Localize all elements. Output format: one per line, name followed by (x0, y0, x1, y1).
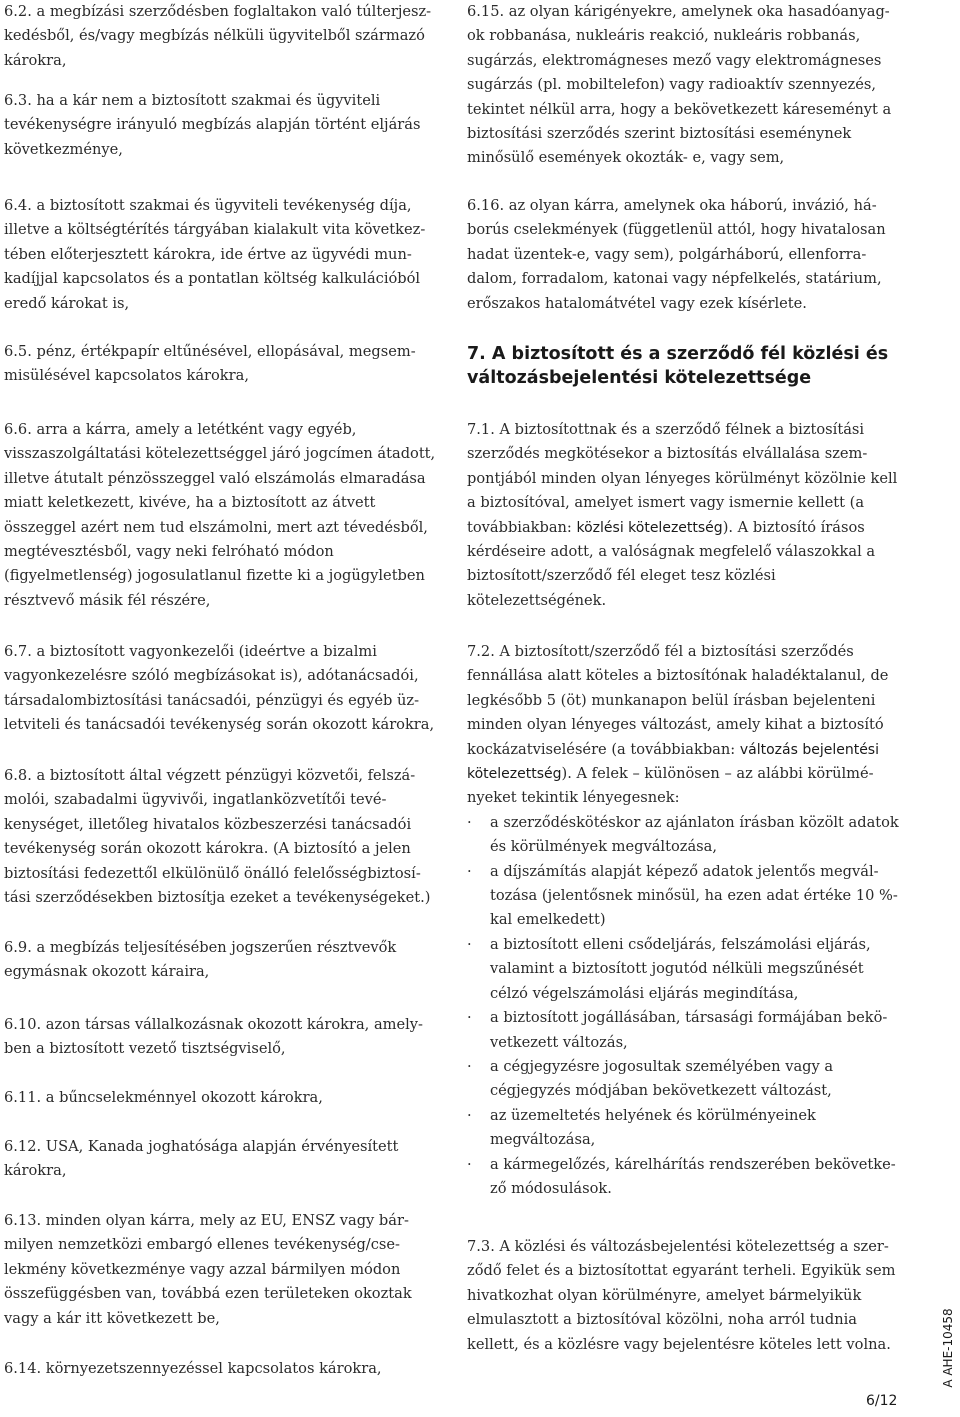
clause-7-1-text-a: 7.1. A biztosítottnak és a szerződő félnek a biztosítási szerződés megkötésekor a biztosítás elvállalása szempontjából minden olyan lényeges körülményt közölnie kell a biztosítóval, amelyet ismert vagy ismernie kellett (a továbbiakban: (467, 421, 898, 536)
list-item: · a kármegelőzés, kárelhárítás rendszerében bekövetkező módosulások. (467, 1153, 899, 1202)
clause-6-14: 6.14. környezetszennyezéssel kapcsolatos károkra, (4, 1360, 382, 1377)
clause-7-2-block (467, 640, 899, 1201)
clause-7-2-text-b: ). A felek – különösen – az alábbi körülményeket tekintik lényegesnek: (467, 765, 874, 807)
clause-7-2-text-a: 7.2. A biztosított/szerződő fél a biztosítási szerződés fennállása alatt köteles a biztosítónak haladéktalanul, de legkésőbb 5 (öt) munkanapon belül írásban bejelenteni minden olyan lényeges változást, amely kihat a biztosító kockázatviselésére (a továbbiakban: (467, 643, 889, 758)
clause-6-7: 6.7. a biztosított vagyonkezelői (ideértve a bizalmi vagyonkezelésre szóló megbízásokat is), adótanácsadói, társadalombiztosítási tanácsadói, pénzügyi és egyéb üzletviteli és tanácsadói tevékenység során okozott károkra, (4, 643, 435, 734)
list-item: · a szerződéskötéskor az ajánlaton írásban közölt adatok és körülmények megváltozása, (467, 811, 899, 860)
clause-6-6: 6.6. arra a kárra, amely a letétként vagy egyéb, visszaszolgáltatási kötelezettséggel járó jogcímen átadott, illetve átutalt pénzösszeggel való elszámolás elmaradása miatt keletkezett, kivéve, ha a biztosított az átvett összeggel azért nem tud elszámolni, mert azt tévedésből, megtévesztésből, vagy neki felróható módon (figyelmetlenség) jogosulatlanul fizette ki a jogügyletben résztvevő másik fél részére, (4, 421, 436, 609)
document-code: A AHE-10458 (941, 1308, 955, 1388)
list-item: · a biztosított elleni csődeljárás, felszámolási eljárás, valamint a biztosított jogutód nélküli megszűnését célzó végelszámolási eljárás megindítása, (467, 933, 899, 1006)
clause-6-15: 6.15. az olyan kárigényekre, amelynek oka hasadóanyagok robbanása, nukleáris reakció, nukleáris robbanás, sugárzás, elektromágneses mező vagy elektromágneses sugárzás (pl. mobiltelefon) vagy radioaktív szennyezés, tekintet nélkül arra, hogy a bekövetkezett káreseményt a biztosítási szerződés szerint biztosítási eseménynek minősülő események okozták- e, vagy sem, (467, 3, 892, 167)
clause-7-3: 7.3. A közlési és változásbejelentési kötelezettség a szerződő felet és a biztosítottat egyaránt terheli. Egyikük sem hivatkozhat olyan körülményre, amelyet bármelyikük elmulasztott a biztosítóval közölni, noha arról tudnia kellett, és a közlésre vagy bejelentésre köteles lett volna. (467, 1238, 896, 1353)
page-number: 6/12 (866, 1393, 898, 1409)
clause-6-9: 6.9. a megbízás teljesítésében jogszerűen résztvevők egymásnak okozott káraira, (4, 939, 397, 981)
clause-6-11: 6.11. a bűncselekménnyel okozott károkra, (4, 1089, 323, 1106)
list-item: · a cégjegyzésre jogosultak személyében vagy a cégjegyzés módjában bekövetkezett változást, (467, 1055, 899, 1104)
list-item: · az üzemeltetés helyének és körülményeinek megváltozása, (467, 1104, 899, 1153)
term-kozlesi-kotelezettseg: közlési kötelezettség (576, 519, 723, 536)
clause-6-13: 6.13. minden olyan kárra, mely az EU, ENSZ vagy bármilyen nemzetközi embargó ellenes tevékenység/cselekmény következménye vagy azzal bármilyen módon összefüggésben van, továbbá ezen területeken okoztak vagy a kár itt következett be, (4, 1212, 412, 1327)
clause-6-8: 6.8. a biztosított által végzett pénzügyi közvetői, felszámolói, szabadalmi ügyvivői, ingatlanközvetítői tevékenységet, illetőleg hivatalos közbeszerzési tanácsadói tevékenység során okozott károkra. (A biztosító a jelen biztosítási fedezettől elkülönülő önálló felelősségbiztosítási szerződésekben biztosítja ezeket a tevékenységeket.) (4, 767, 431, 907)
clause-7-1-text-b: ). A biztosító írásos kérdéseire adott, a valóságnak megfelelő válaszokkal a biztosított/szerződő fél eleget tesz közlési kötelezettségének. (467, 518, 876, 609)
clause-6-5: 6.5. pénz, értékpapír eltűnésével, ellopásával, megsemmisülésével kapcsolatos károkra, (4, 343, 416, 385)
clause-6-4: 6.4. a biztosított szakmai és ügyviteli tevékenység díja, illetve a költségtérítés tárgyában kialakult vita következtében előterjesztett károkra, ide értve az ügyvédi munkadíjjal kapcsolatos és a pontatlan költség kalkulációból eredő károkat is, (4, 197, 426, 312)
lenyeges-korulmenyek-list (467, 811, 899, 1202)
list-item: · a díjszámítás alapját képező adatok jelentős megváltozása (jelentősnek minősül, ha ezen adat értéke 10 %-kal emelkedett) (467, 860, 899, 933)
section-7-heading: 7. A biztosított és a szerződő fél közlési és változásbejelentési kötelezettsége (467, 344, 889, 389)
clause-7-1 (467, 418, 899, 613)
list-item: · a biztosított jogállásában, társasági formájában bekövetkezett változás, (467, 1006, 899, 1055)
clause-6-3: 6.3. ha a kár nem a biztosított szakmai és ügyviteli tevékenységre irányuló megbízás alapján történt eljárás következménye, (4, 92, 421, 158)
clause-6-12: 6.12. USA, Kanada joghatósága alapján érvényesített károkra, (4, 1138, 399, 1180)
clause-6-2: 6.2. a megbízási szerződésben foglaltakon való túlterjeszkedésből, és/vagy megbízás nélküli ügyvitelből származó károkra, (4, 3, 432, 69)
term-valtozas-bejelentesi-kotelezettseg: változás bejelentési kötelezettség (467, 741, 879, 783)
clause-6-10: 6.10. azon társas vállalkozásnak okozott károkra, amelyben a biztosított vezető tisztségviselő, (4, 1016, 423, 1058)
clause-7-2 (467, 640, 899, 811)
clause-6-16: 6.16. az olyan kárra, amelynek oka háború, invázió, háborús cselekmények (függetlenül attól, hogy hivatalosan hadat üzentek-e, vagy sem), polgárháború, ellenforradalom, forradalom, katonai vagy népfelkelés, statárium, erőszakos hatalomátvétel vagy ezek kísérlete. (467, 197, 886, 312)
